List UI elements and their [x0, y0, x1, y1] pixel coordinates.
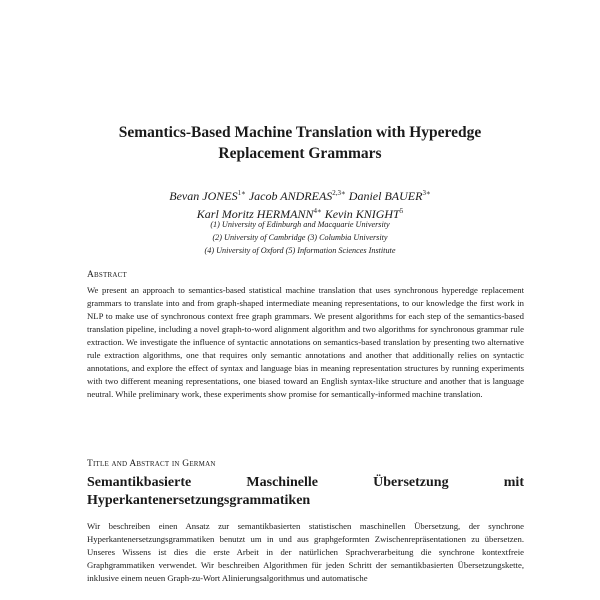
author-name: Daniel BAUER	[348, 189, 423, 203]
author-name: Karl Moritz HERMANN	[196, 207, 314, 221]
author-list	[60, 186, 540, 222]
author-name: Jacob ANDREAS	[248, 189, 333, 203]
german-section-heading: Title and Abstract in German	[87, 459, 216, 469]
author-affil-mark: 3∗	[422, 189, 431, 197]
german-abstract-text: Wir beschreiben einen Ansatz zur semantikbasierten statistischen maschinellen Übersetzung, der synchrone Hyperkantenersetzungsgrammatiken benutzt um in und aus graphgeformten Zwischenrepräsentationen zu übersetzen. Unseres Wissens ist dies die erste Arbeit in der natürlichen Sprachverarbeitung die synchrone kontextfreie Graphgrammatiken verwendet. Wir beschreiben Algorithmen für jeden Schritt der semantikbasierten Übersetzungskette, inklusive einem neuen Graph-zu-Wort Alinierungsalgorithmus und automatische	[87, 521, 524, 583]
author-name: Bevan JONES	[169, 189, 238, 203]
affiliations	[60, 218, 540, 257]
author-affil-mark: 5	[399, 207, 404, 215]
author-affil-mark: 1∗	[237, 189, 246, 197]
affiliation-line: (1) University of Edinburgh and Macquarie University	[210, 220, 390, 229]
author-affil-mark: 4∗	[313, 207, 322, 215]
title-line-1: Semantics-Based Machine Translation with Hyperedge	[118, 124, 482, 141]
author-name: Kevin KNIGHT	[324, 207, 400, 221]
title-line-2: Replacement Grammars	[218, 145, 382, 162]
abstract-heading: Abstract	[87, 270, 127, 280]
affiliation-line: (2) University of Cambridge (3) Columbia University	[212, 233, 388, 242]
german-title: Semantikbasierte Maschinelle Übersetzung mit Hyperkantenersetzungsgrammatiken	[87, 475, 524, 508]
paper-title	[60, 122, 540, 164]
abstract-text: We present an approach to semantics-based statistical machine translation that uses synchronous hyperedge replacement grammars to translate into and from graph-shaped intermediate meaning representations, to our knowledge the first work in NLP to make use of synchronous context free graph grammars. We present algorithms for each step of the semantics-based translation pipeline, including a novel graph-to-word alignment algorithm and two algorithms for synchronous grammar rule extraction. We investigate the influence of syntactic annotations on semantics-based translation by presenting two alternative rule extraction algorithms, one that requires only semantic annotations and another that additionally relies on syntactic annotations, and explore the effect of syntax and language bias in meaning representation structures by running experiments with two different meaning representations, one biased toward an English syntax-like structure and another that is language neutral. While preliminary work, these experiments show promise for semantically-informed machine translation.	[87, 285, 524, 399]
author-affil-mark: 2,3∗	[332, 189, 346, 197]
affiliation-line: (4) University of Oxford (5) Information Sciences Institute	[204, 246, 396, 255]
